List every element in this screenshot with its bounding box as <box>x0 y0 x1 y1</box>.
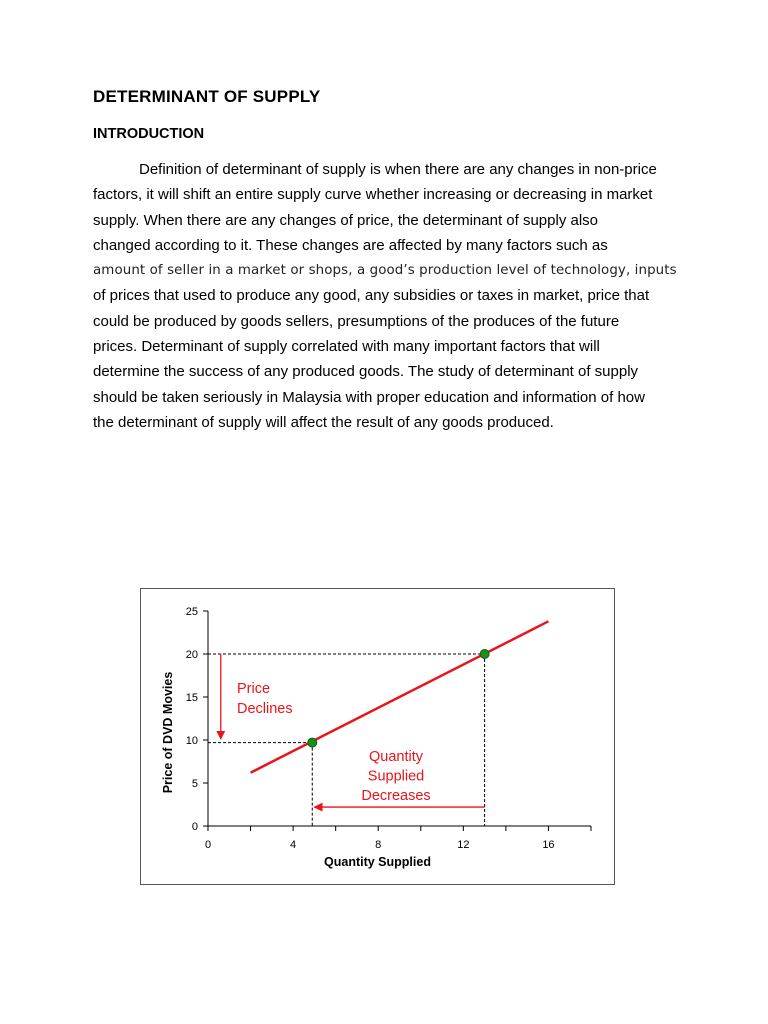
chart-guide-lines <box>208 654 485 826</box>
x-tick-label: 4 <box>290 839 297 851</box>
paragraph-line: determine the success of any produced goods. The study of determinant of supply <box>93 363 639 381</box>
y-tick-label: 0 <box>191 821 198 833</box>
paragraph-line: factors, it will shift an entire supply curve whether increasing or decreasing in market <box>93 186 653 204</box>
quantity-decreases-label: Quantity <box>369 749 423 765</box>
x-axis-title: Quantity Supplied <box>324 855 431 869</box>
data-point <box>308 738 317 747</box>
y-tick-label: 10 <box>185 735 198 747</box>
supply-chart-frame <box>140 588 615 885</box>
price-declines-label: Price <box>237 681 271 697</box>
quantity-decreases-label: Decreases <box>361 788 431 804</box>
x-tick-label: 16 <box>542 839 555 851</box>
supply-chart <box>141 589 614 884</box>
x-tick-label: 8 <box>375 839 382 851</box>
data-point <box>480 650 489 659</box>
y-axis-title: Price of DVD Movies <box>161 671 175 794</box>
chart-arrows <box>221 654 485 807</box>
y-tick-label: 15 <box>185 692 198 704</box>
y-tick-label: 25 <box>185 606 198 618</box>
section-heading: INTRODUCTION <box>93 126 205 142</box>
paragraph-line: changed according to it. These changes are affected by many factors such as <box>93 236 608 254</box>
paragraph-line: could be produced by goods sellers, presumptions of the produces of the future <box>93 312 620 330</box>
quantity-decreases-label: Supplied <box>367 768 425 785</box>
paragraph-line: Definition of determinant of supply is when there are any changes in non-price <box>139 161 657 178</box>
paragraph-line: prices. Determinant of supply correlated with many important factors that will <box>93 338 600 356</box>
x-tick-label: 0 <box>204 839 212 851</box>
price-declines-label: Declines <box>237 701 293 717</box>
paragraph-line: supply. When there are any changes of price, the determinant of supply also <box>93 211 599 229</box>
paragraph-line: should be taken seriously in Malaysia with proper education and information of how <box>93 388 645 406</box>
chart-axes <box>186 606 591 851</box>
x-tick-label: 12 <box>457 839 470 851</box>
paragraph-line: the determinant of supply will affect the result of any goods produced. <box>93 413 554 431</box>
paragraph-line: amount of seller in a market or shops, a good’s production level of technology, inputs <box>93 263 677 279</box>
paragraph-line: of prices that used to produce any good, any subsidies or taxes in market, price that <box>93 287 650 305</box>
y-tick-label: 5 <box>191 778 198 790</box>
y-tick-label: 20 <box>185 649 198 661</box>
intro-paragraph <box>93 157 683 435</box>
page-title: DETERMINANT OF SUPPLY <box>93 87 321 106</box>
